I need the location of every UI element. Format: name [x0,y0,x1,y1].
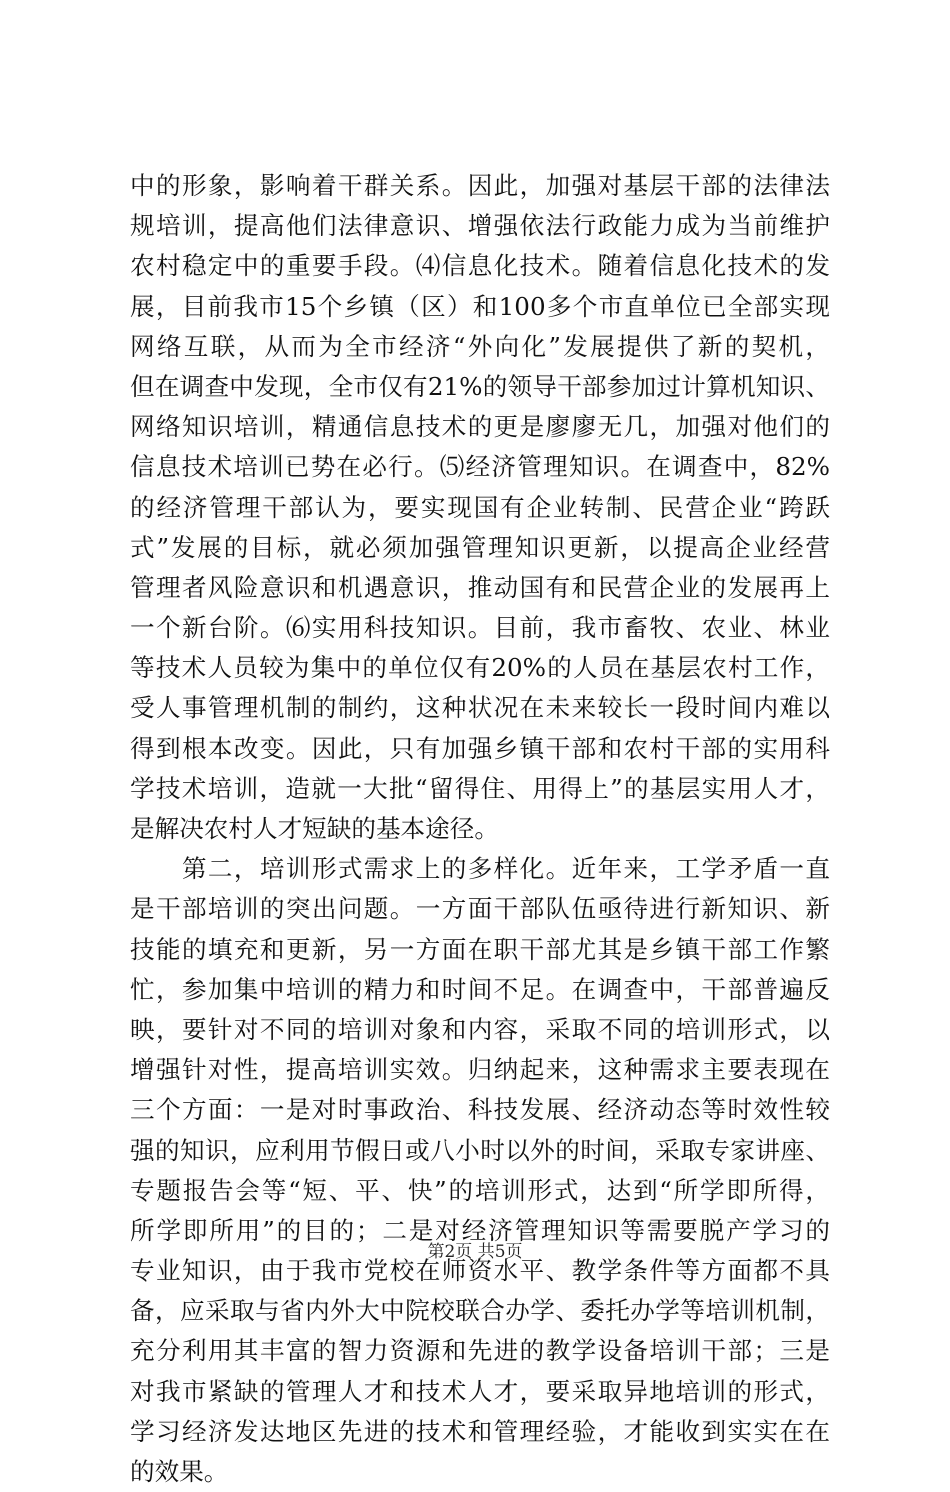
text-line: 学技术培训，造就一大批“留得住、用得上”的基层实用人才， [130,773,830,803]
text-line: 管理者风险意识和机遇意识，推动国有和民营企业的发展再上 [130,572,830,602]
text-line: 专题报告会等“短、平、快”的培训形式，达到“所学即所得， [130,1175,830,1205]
paragraph-end-line: 是解决农村人才短缺的基本途径。 [130,814,499,843]
text-line: 备，应采取与省内外大中院校联合办学、委托办学等培训机制， [130,1296,830,1326]
text-line: 展，目前我市15个乡镇（区）和100多个市直单位已全部实现 [130,291,830,321]
text-line: 学习经济发达地区先进的技术和管理经验，才能收到实实在在 [130,1416,830,1446]
text-line: 专业知识，由于我市党校在师资水平、教学条件等方面都不具 [130,1256,830,1286]
text-line: 信息技术培训已势在必行。⑸经济管理知识。在调查中，82% [130,452,830,482]
text-line: 技能的填充和更新，另一方面在职干部尤其是乡镇干部工作繁 [130,934,830,964]
page-footer [0,1241,950,1263]
text-line: 等技术人员较为集中的单位仅有20%的人员在基层农村工作， [130,653,830,683]
paragraph-end-line: 的效果。 [130,1457,229,1486]
text-line: 对我市紧缺的管理人才和技术人才，要采取异地培训的形式， [130,1376,830,1406]
text-line: 农村稳定中的重要手段。⑷信息化技术。随着信息化技术的发 [130,251,830,281]
text-line: 三个方面：一是对时事政治、科技发展、经济动态等时效性较 [130,1095,830,1125]
text-line: 强的知识，应利用节假日或八小时以外的时间，采取专家讲座、 [130,1135,830,1165]
text-line: 中的形象，影响着干群关系。因此，加强对基层干部的法律法 [130,171,830,200]
body-text [130,166,830,1492]
text-line: 增强针对性，提高培训实效。归纳起来，这种需求主要表现在 [130,1055,830,1085]
text-line: 一个新台阶。⑹实用科技知识。目前，我市畜牧、农业、林业 [130,613,830,643]
text-line: 忙，参加集中培训的精力和时间不足。在调查中，干部普遍反 [130,974,830,1004]
text-line: 但在调查中发现，全市仅有21%的领导干部参加过计算机知识、 [130,371,830,401]
text-line: 式”发展的目标，就必须加强管理知识更新，以提高企业经营 [130,532,830,562]
paragraph-start-line: 第二，培训形式需求上的多样化。近年来，工学矛盾一直 [130,854,830,884]
text-line: 充分利用其丰富的智力资源和先进的教学设备培训干部；三是 [130,1336,830,1366]
text-line: 规培训，提高他们法律意识、增强依法行政能力成为当前维护 [130,211,830,241]
text-line: 网络知识培训，精通信息技术的更是廖廖无几，加强对他们的 [130,412,830,442]
text-line: 网络互联，从而为全市经济“外向化”发展提供了新的契机， [130,331,830,361]
text-line: 得到根本改变。因此，只有加强乡镇干部和农村干部的实用科 [130,733,830,763]
page-number-label: 第2页 共5页 [427,1242,523,1262]
text-line: 是干部培训的突出问题。一方面干部队伍亟待进行新知识、新 [130,894,830,924]
text-line: 受人事管理机制的制约，这种状况在未来较长一段时间内难以 [130,693,830,723]
text-line: 映，要针对不同的培训对象和内容，采取不同的培训形式，以 [130,1014,830,1044]
text-line: 的经济管理干部认为，要实现国有企业转制、民营企业“跨跃 [130,492,830,522]
text-line: 所学即所用”的目的；二是对经济管理知识等需要脱产学习的 [130,1215,830,1245]
